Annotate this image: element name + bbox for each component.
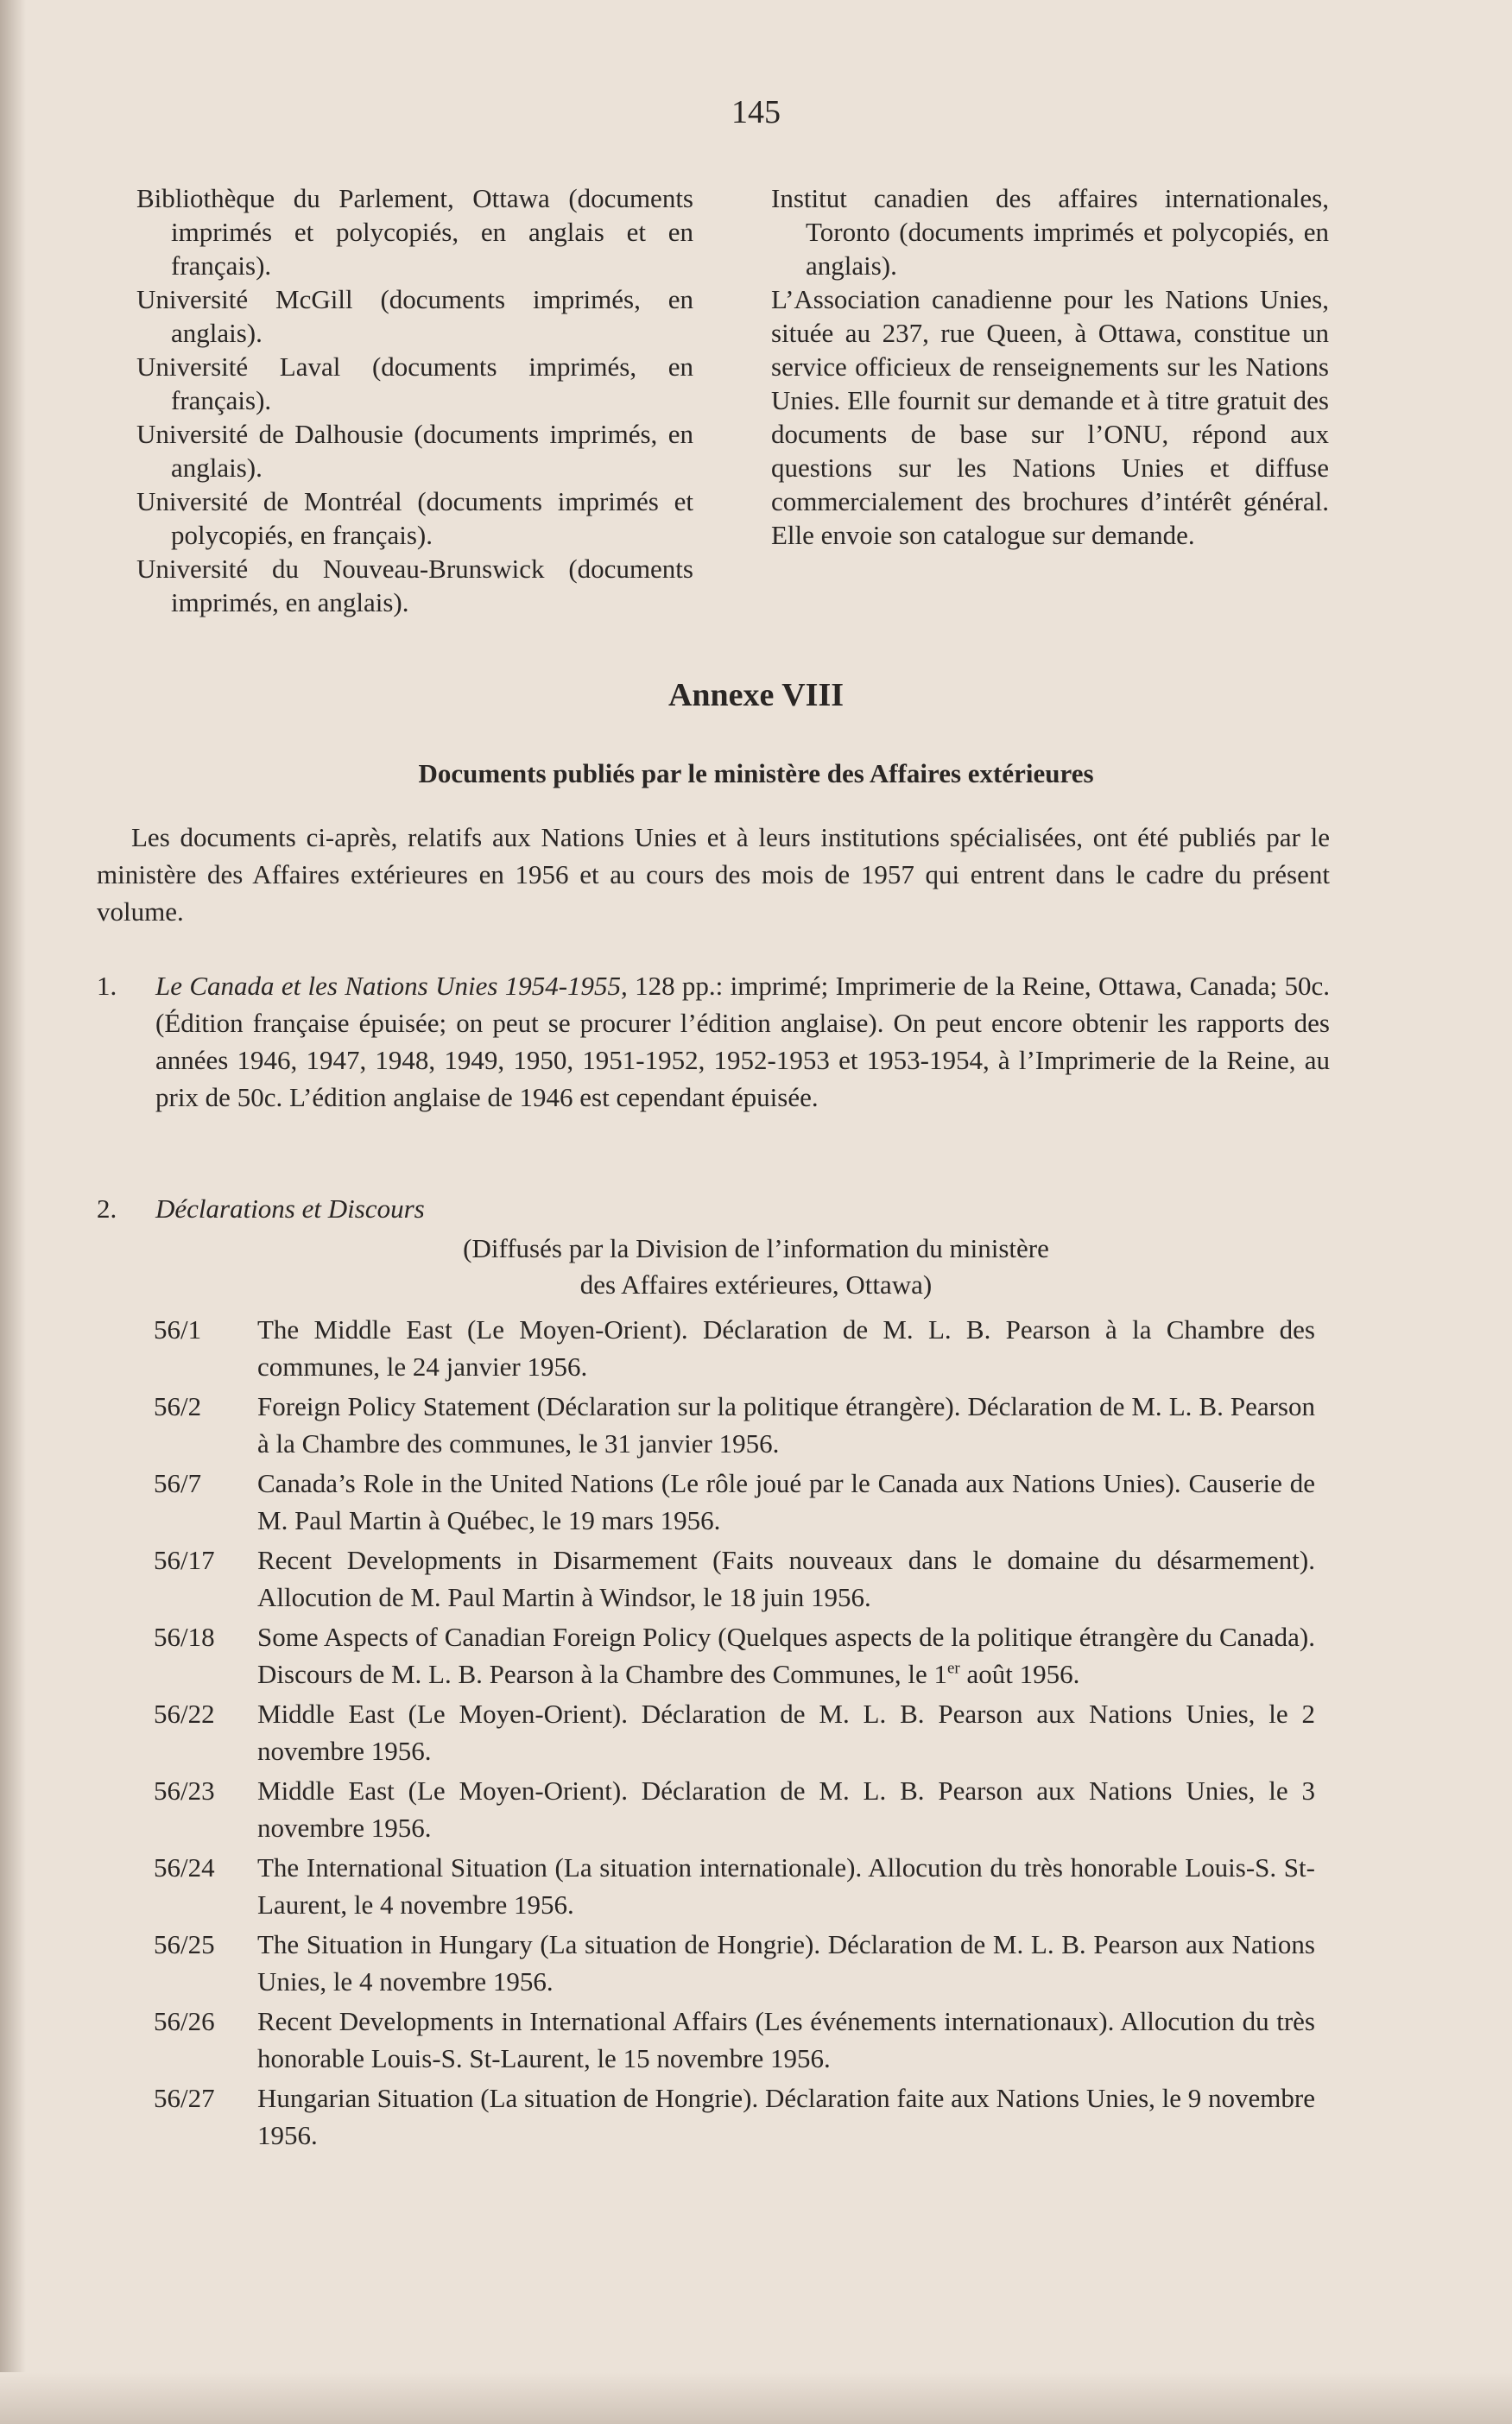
library-entry: Université de Montréal (documents imprimés et polycopiés, en français). xyxy=(136,486,693,550)
speech-entry xyxy=(154,1465,1315,1539)
library-entry: Institut canadien des affaires internationales, Toronto (documents imprimés et polycopiés, en anglais). xyxy=(771,183,1329,281)
page-bottom-shadow xyxy=(0,2372,1512,2424)
speech-code: 56/18 xyxy=(154,1622,215,1652)
association-paragraph: L’Association canadienne pour les Nations Unies, située au 237, rue Queen, à Ottawa, constitue un service officieux de renseignements sur les Nations Unies. Elle fournit sur demande et à titre gratuit des documents de base sur l’ONU, répond aux questions sur les Nations Unies et diffuse commercialement des brochures d’intérêt général. Elle envoie son catalogue sur demande. xyxy=(771,284,1329,550)
library-entry: Bibliothèque du Parlement, Ottawa (documents imprimés et polycopiés, en anglais et en français). xyxy=(136,183,693,281)
speech-code: 56/17 xyxy=(154,1545,215,1575)
item-title: Déclarations et Discours xyxy=(155,1193,425,1224)
source-line: des Affaires extérieures, Ottawa) xyxy=(579,1269,933,1300)
page-number: 145 xyxy=(731,94,781,130)
speech-text: Recent Developments in Disarmement (Faits nouveaux dans le domaine du désarmement). Allocution de M. Paul Martin à Windsor, le 18 juin 1956. xyxy=(257,1545,1315,1612)
speech-text: Canada’s Role in the United Nations (Le rôle joué par le Canada aux Nations Unies). Causerie de M. Paul Martin à Québec, le 19 mars 1956. xyxy=(257,1468,1315,1535)
speech-code: 56/24 xyxy=(154,1852,215,1883)
speech-text: Some Aspects of Canadian Foreign Policy (Quelques aspects de la politique étrangère du Canada). Discours de M. L. B. Pearson à la Chambre des Communes, le 1 xyxy=(257,1622,1315,1689)
speech-entry xyxy=(154,1849,1315,1923)
source-note xyxy=(0,1231,1512,1303)
speech-entry xyxy=(154,1618,1315,1693)
speech-text: The Middle East (Le Moyen-Orient). Déclaration de M. L. B. Pearson à la Chambre des communes, le 24 janvier 1956. xyxy=(257,1314,1315,1382)
speech-list xyxy=(154,1311,1315,2156)
item-body xyxy=(155,967,1330,1116)
item-body xyxy=(155,1190,1330,1227)
page-edge-shadow xyxy=(0,0,26,2424)
right-column xyxy=(771,181,1329,552)
library-entry: Université McGill (documents imprimés, en anglais). xyxy=(136,284,693,348)
speech-code: 56/22 xyxy=(154,1699,215,1729)
library-entry: Université de Dalhousie (documents imprimés, en anglais). xyxy=(136,419,693,483)
speech-entry xyxy=(154,1926,1315,2000)
speech-text: The Situation in Hungary (La situation de Hongrie). Déclaration de M. L. B. Pearson aux Nations Unies, le 4 novembre 1956. xyxy=(257,1929,1315,1997)
speech-code: 56/25 xyxy=(154,1929,215,1959)
speech-code: 56/2 xyxy=(154,1391,202,1421)
list-item-2 xyxy=(97,1190,1330,1227)
speech-entry xyxy=(154,1772,1315,1846)
library-entry: Université Laval (documents imprimés, en français). xyxy=(136,351,693,415)
item-number: 2. xyxy=(97,1193,117,1224)
speech-entry xyxy=(154,2079,1315,2154)
speech-entry xyxy=(154,1311,1315,1385)
source-line: (Diffusés par la Division de l’information du ministère xyxy=(463,1233,1049,1263)
annex-subtitle: Documents publiés par le ministère des Affaires extérieures xyxy=(418,758,1094,788)
item-text: 128 pp.: imprimé; Imprimerie de la Reine, Ottawa, Canada; 50c. (Édition française épuisée; on peut se procurer l’édition anglaise). On peut encore obtenir les rapports des années 1946, 1947, 1948, 1949, 1950, 1951-1952, 1952-1953 et 1953-1954, à l’Imprimerie de la Reine, au prix de 50c. L’édition anglaise de 1946 est cependant épuisée. xyxy=(155,971,1330,1112)
superscript: er xyxy=(946,1659,960,1678)
speech-code: 56/1 xyxy=(154,1314,202,1345)
item-number: 1. xyxy=(97,971,117,1001)
speech-code: 56/26 xyxy=(154,2006,215,2036)
speech-entry xyxy=(154,1388,1315,1462)
item-title: Le Canada et les Nations Unies 1954-1955, xyxy=(155,971,628,1001)
left-column xyxy=(136,181,693,619)
library-entry: Université du Nouveau-Brunswick (documents imprimés, en anglais). xyxy=(136,554,693,617)
speech-entry xyxy=(154,1695,1315,1769)
list-item-1 xyxy=(97,967,1330,1116)
speech-text: The International Situation (La situation internationale). Allocution du très honorable Louis-S. St-Laurent, le 4 novembre 1956. xyxy=(257,1852,1315,1920)
annex-intro: Les documents ci-après, relatifs aux Nations Unies et à leurs institutions spécialisées, ont été publiés par le ministère des Affaires extérieures en 1956 et au cours des mois de 1957 qui entrent dans le cadre du présent volume. xyxy=(97,822,1330,927)
speech-code: 56/27 xyxy=(154,2083,215,2113)
speech-text: Hungarian Situation (La situation de Hongrie). Déclaration faite aux Nations Unies, le 9 novembre 1956. xyxy=(257,2083,1315,2150)
speech-entry xyxy=(154,2003,1315,2077)
annex-title: Annexe VIII xyxy=(667,677,845,713)
speech-code: 56/7 xyxy=(154,1468,202,1498)
speech-text: août 1956. xyxy=(959,1659,1080,1689)
speech-text: Middle East (Le Moyen-Orient). Déclaration de M. L. B. Pearson aux Nations Unies, le 3 novembre 1956. xyxy=(257,1775,1315,1843)
speech-text: Recent Developments in International Affairs (Les événements internationaux). Allocution du très honorable Louis-S. St-Laurent, le 15 novembre 1956. xyxy=(257,2006,1315,2073)
speech-entry xyxy=(154,1541,1315,1616)
speech-text: Middle East (Le Moyen-Orient). Déclaration de M. L. B. Pearson aux Nations Unies, le 2 novembre 1956. xyxy=(257,1699,1315,1766)
speech-code: 56/23 xyxy=(154,1775,215,1806)
speech-text: Foreign Policy Statement (Déclaration sur la politique étrangère). Déclaration de M. L. B. Pearson à la Chambre des communes, le 31 janvier 1956. xyxy=(257,1391,1315,1459)
